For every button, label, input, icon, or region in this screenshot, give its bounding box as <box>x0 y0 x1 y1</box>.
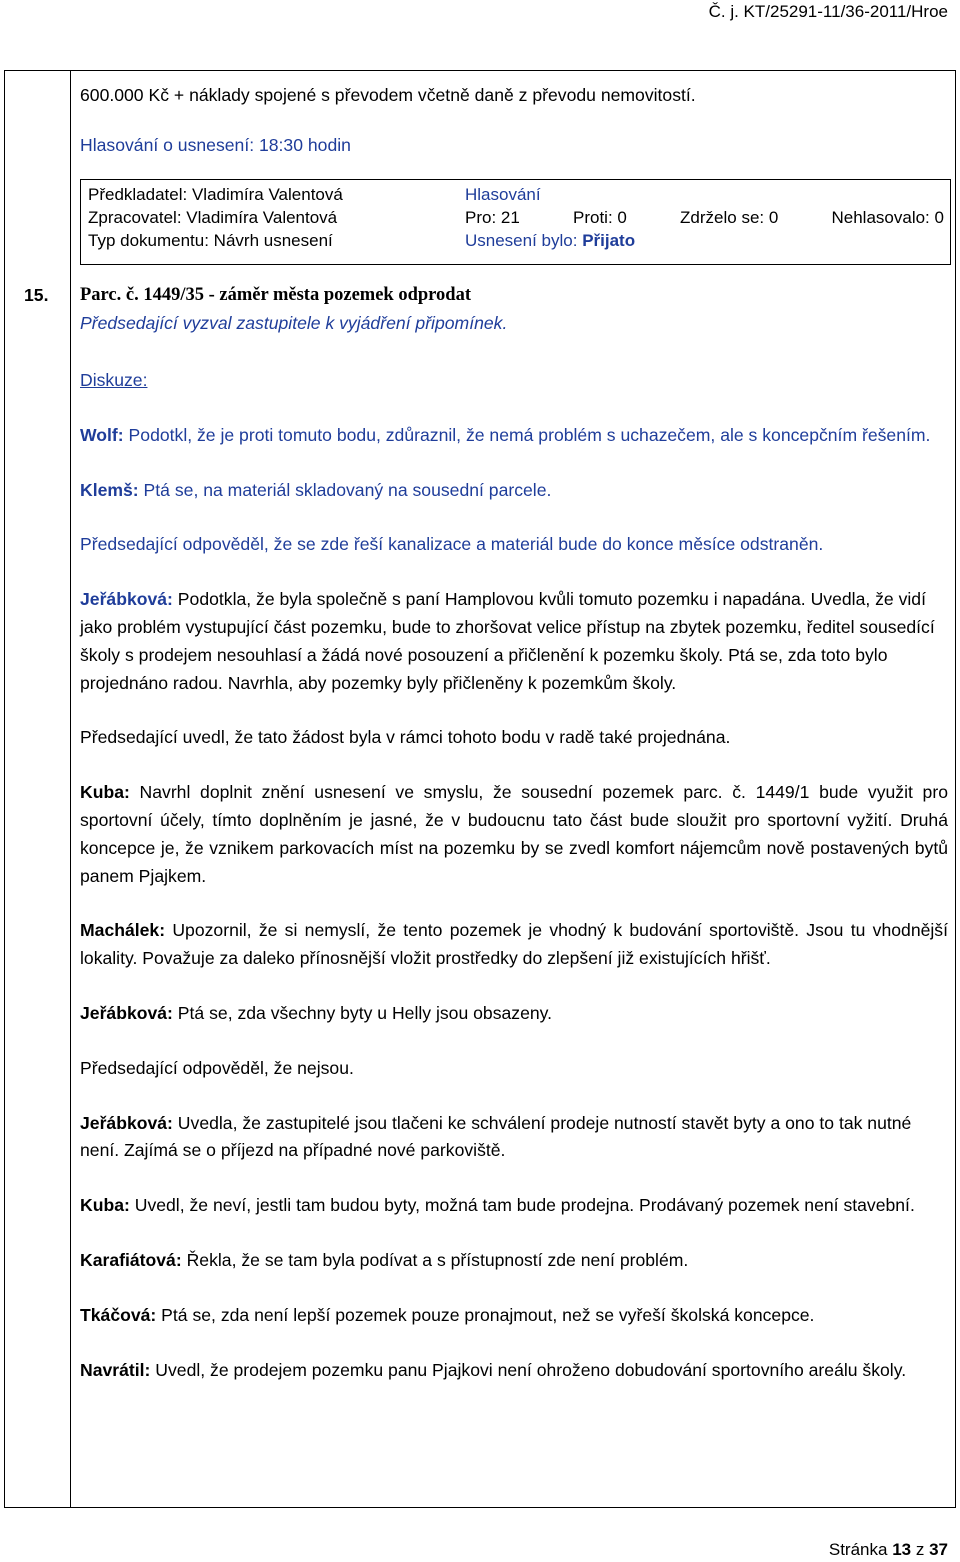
vote-proti: Proti: 0 <box>573 208 627 227</box>
speaker-name: Klemš: <box>80 479 139 500</box>
discussion-paragraph: Předsedající odpověděl, že se zde řeší kanalizace a materiál bude do konce měsíce odstraněn. <box>80 534 824 555</box>
item-header <box>80 282 507 338</box>
speaker-name: Kuba: <box>80 782 130 803</box>
page-total: 37 <box>929 1540 948 1559</box>
discussion-paragraph: Jeřábková: Podotkla, že byla společně s paní Hamplovou kvůli tomuto pozemku i napadána. Uvedla, že vidí jako problém vystupující část pozemku, bude to zhoršovat velice přístup na zbytek pozemku, ředitel sousedící školy s prodejem nesouhlasí a žádá nové posouzení a přičlenění k pozemku školy. Ptá se, zda toto bylo projednáno radou. Navrhla, aby pozemky byly přičleněny k pozemkům školy. <box>80 589 935 693</box>
discussion-paragraph: Navrátil: Uvedl, že prodejem pozemku panu Pjajkovi není ohroženo dobudování sportovního areálu školy. <box>80 1359 907 1380</box>
discussion-paragraph: Jeřábková: Ptá se, zda všechny byty u Helly jsou obsazeny. <box>80 1002 553 1023</box>
vote-box-meta <box>88 183 343 252</box>
vote-counts <box>465 206 944 229</box>
page-of-label: z <box>915 1540 925 1559</box>
page-number: 13 <box>892 1540 912 1559</box>
vote-time: Hlasování o usnesení: 18:30 hodin <box>80 135 351 155</box>
discussion-paragraph: Machálek: Upozornil, že si nemyslí, že tento pozemek je vhodný k budování sportoviště. Jsou tu vhodnější lokality. Považuje za daleko přínosnější vložit prostředky do zlepšení již existujících hřišť. <box>80 920 948 969</box>
speaker-name: Machálek: <box>80 920 166 941</box>
document-reference: Č. j. KT/25291-11/36-2011/Hroe <box>708 2 948 21</box>
discussion-paragraph: Jeřábková: Uvedla, že zastupitelé jsou tlačeni ke schválení prodeje nutností stavět byty a ono to tak nutné není. Zajímá se o příjezd na případné nové parkoviště. <box>80 1112 912 1161</box>
vote-pro: Pro: 21 <box>465 208 520 227</box>
discussion-paragraph: Klemš: Ptá se, na materiál skladovaný na sousední parcele. <box>80 479 552 500</box>
item-number: 15. <box>24 285 49 305</box>
speaker-name: Jeřábková: <box>80 589 173 610</box>
discussion-paragraph: Kuba: Navrhl doplnit znění usnesení ve smyslu, že sousední pozemek parc. č. 1449/1 bude využit pro sportovní účely, tímto doplněním je jasné, že v budoucnu tato část bude sloužit pro sportovní vyžití. Druhá koncepce je, že vznikem parkovacích míst na pozemku by se zvedl komfort nájemcům nově postavených bytů panem Pjajkem. <box>80 782 948 886</box>
discussion-paragraph: Wolf: Podotkl, že je proti tomuto bodu, zdůraznil, že nemá problém s uchazečem, ale s koncepčním řešením. <box>80 424 931 445</box>
speaker-name: Kuba: <box>80 1195 130 1216</box>
speaker-name: Navrátil: <box>80 1359 151 1380</box>
processor: Zpracovatel: Vladimíra Valentová <box>88 208 338 227</box>
item-title: Parc. č. 1449/35 - záměr města pozemek odprodat <box>80 285 471 305</box>
doc-type: Typ dokumentu: Návrh usnesení <box>88 231 333 250</box>
vote-result-label: Usnesení bylo: <box>465 231 578 250</box>
page-footer <box>829 1538 948 1562</box>
vote-result <box>465 229 944 252</box>
item-intro: Předsedající vyzval zastupitele k vyjádření připomínek. <box>80 312 508 333</box>
frame-column-divider <box>70 70 71 1508</box>
speaker-name: Karafiátová: <box>80 1249 182 1270</box>
price-line: 600.000 Kč + náklady spojené s převodem včetně daně z převodu nemovitostí. <box>80 85 696 105</box>
speaker-name: Wolf: <box>80 424 124 445</box>
speaker-name: Jeřábková: <box>80 1002 173 1023</box>
discussion-paragraph: Kuba: Uvedl, že neví, jestli tam budou byty, možná tam bude prodejna. Prodávaný pozemek není stavební. <box>80 1195 915 1216</box>
discussion-heading: Diskuze: <box>80 370 148 390</box>
vote-result-value: Přijato <box>582 231 636 250</box>
discussion-paragraph: Tkáčová: Ptá se, zda není lepší pozemek pouze pronajmout, než se vyřeší školská koncepce. <box>80 1304 815 1325</box>
vote-heading: Hlasování <box>465 185 541 204</box>
discussion <box>80 367 948 1384</box>
speaker-name: Tkáčová: <box>80 1304 157 1325</box>
vote-box <box>80 179 951 265</box>
discussion-paragraph: Předsedající odpověděl, že nejsou. <box>80 1057 354 1078</box>
discussion-paragraph: Předsedající uvedl, že tato žádost byla v rámci tohoto bodu v radě také projednána. <box>80 727 731 748</box>
vote-zdrzelo: Zdrželo se: 0 <box>680 208 779 227</box>
discussion-paragraph: Karafiátová: Řekla, že se tam byla podívat a s přístupností zde není problém. <box>80 1249 689 1270</box>
vote-nehlasovalo: Nehlasovalo: 0 <box>831 208 944 227</box>
speaker-name: Jeřábková: <box>80 1112 173 1133</box>
page-label: Stránka <box>828 1540 888 1559</box>
vote-box-results <box>465 183 944 252</box>
submitter: Předkladatel: Vladimíra Valentová <box>88 185 343 204</box>
